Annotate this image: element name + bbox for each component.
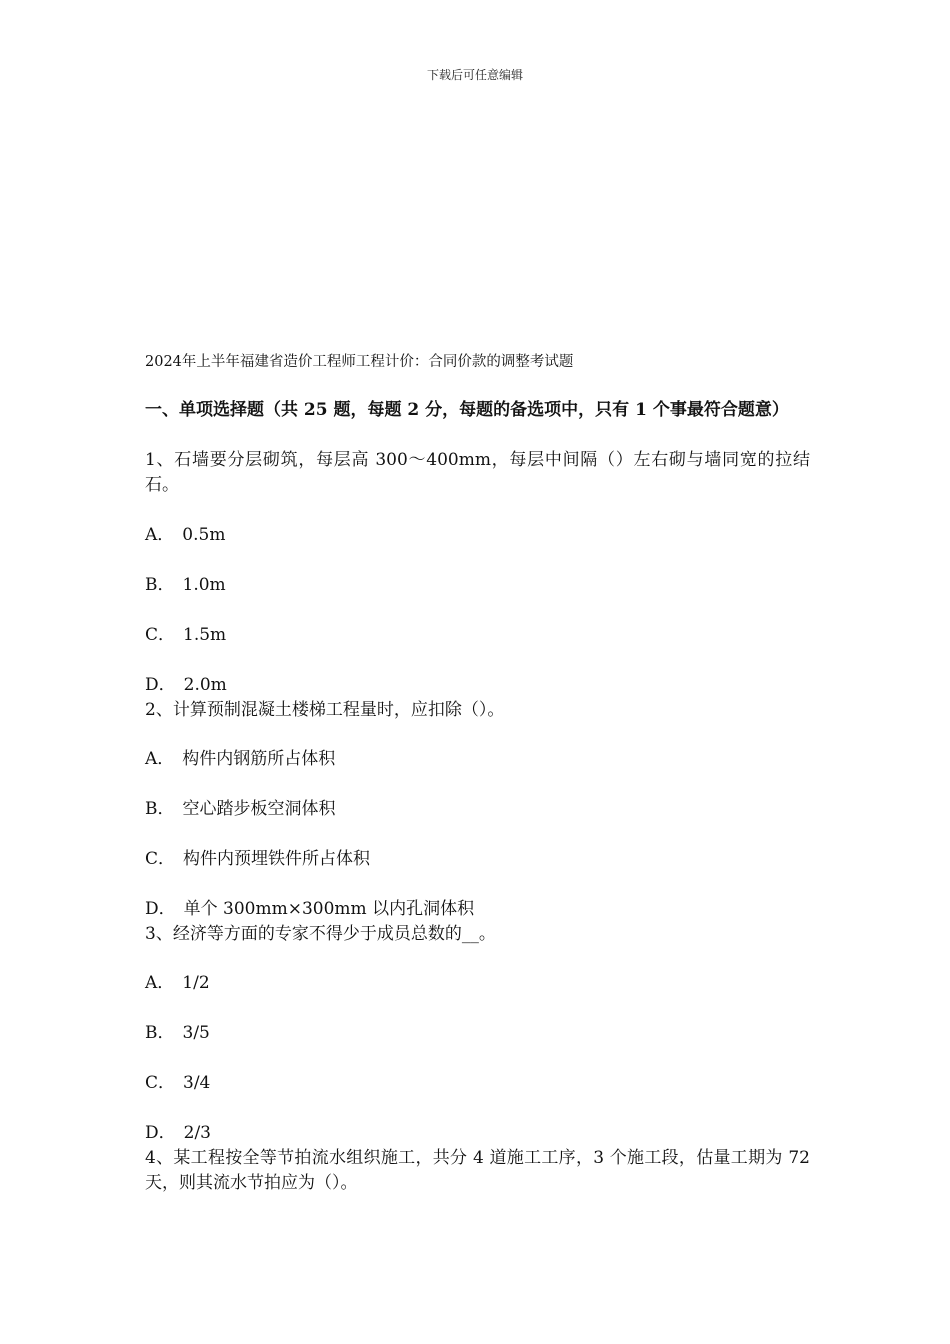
option-letter: C． bbox=[145, 849, 176, 869]
question-1-option-c bbox=[145, 623, 810, 648]
question-3-stem: 3、经济等方面的专家不得少于成员总数的__。 bbox=[145, 924, 496, 944]
option-letter: B． bbox=[145, 575, 175, 595]
header-note: 下载后可任意编辑 bbox=[426, 68, 523, 82]
option-text: 3/5 bbox=[182, 1023, 210, 1043]
question-1-option-b bbox=[145, 573, 810, 598]
document-title: 2024年上半年福建省造价工程师工程计价：合同价款的调整考试题 bbox=[145, 354, 574, 370]
question-3-option-b bbox=[145, 1021, 810, 1046]
option-text: 0.5m bbox=[182, 525, 226, 545]
option-letter: B． bbox=[145, 799, 175, 819]
question-2-option-a bbox=[145, 747, 810, 772]
question-1-option-d bbox=[145, 673, 810, 698]
question-3-option-c bbox=[145, 1071, 810, 1096]
option-letter: A． bbox=[145, 973, 175, 993]
question-2-stem: 2、计算预制混凝土楼梯工程量时，应扣除（）。 bbox=[145, 700, 505, 720]
section-heading: 一、单项选择题（共 25 题，每题 2 分，每题的备选项中，只有 1 个事最符合题意） bbox=[145, 400, 789, 420]
question-1-option-a bbox=[145, 523, 810, 548]
question-2-option-b bbox=[145, 797, 810, 822]
option-text: 2.0m bbox=[183, 675, 227, 695]
option-text: 空心踏步板空洞体积 bbox=[182, 799, 336, 819]
option-text: 3/4 bbox=[183, 1073, 211, 1093]
option-letter: C． bbox=[145, 1073, 176, 1093]
option-letter: D． bbox=[145, 675, 176, 695]
option-text: 单个 300mm×300mm 以内孔洞体积 bbox=[183, 899, 475, 919]
option-text: 2/3 bbox=[183, 1123, 211, 1143]
question-2-option-d bbox=[145, 897, 810, 922]
option-letter: D． bbox=[145, 899, 176, 919]
question-3-option-d bbox=[145, 1121, 810, 1146]
option-letter: B． bbox=[145, 1023, 175, 1043]
option-text: 1/2 bbox=[182, 973, 210, 993]
question-3-option-a bbox=[145, 971, 810, 996]
option-letter: A． bbox=[145, 525, 175, 545]
question-2-option-c bbox=[145, 847, 810, 872]
option-text: 1.0m bbox=[182, 575, 226, 595]
option-letter: A． bbox=[145, 749, 175, 769]
question-4-stem: 4、某工程按全等节拍流水组织施工，共分 4 道施工工序，3 个施工段，估量工期为 72 天，则其流水节拍应为（）。 bbox=[145, 1148, 810, 1193]
option-letter: D． bbox=[145, 1123, 176, 1143]
option-text: 1.5m bbox=[183, 625, 227, 645]
option-text: 构件内预埋铁件所占体积 bbox=[183, 849, 371, 869]
option-text: 构件内钢筋所占体积 bbox=[182, 749, 336, 769]
option-letter: C． bbox=[145, 625, 176, 645]
question-1-stem: 1、石墙要分层砌筑，每层高 300～400mm，每层中间隔（）左右砌与墙同宽的拉结石。 bbox=[145, 450, 810, 495]
